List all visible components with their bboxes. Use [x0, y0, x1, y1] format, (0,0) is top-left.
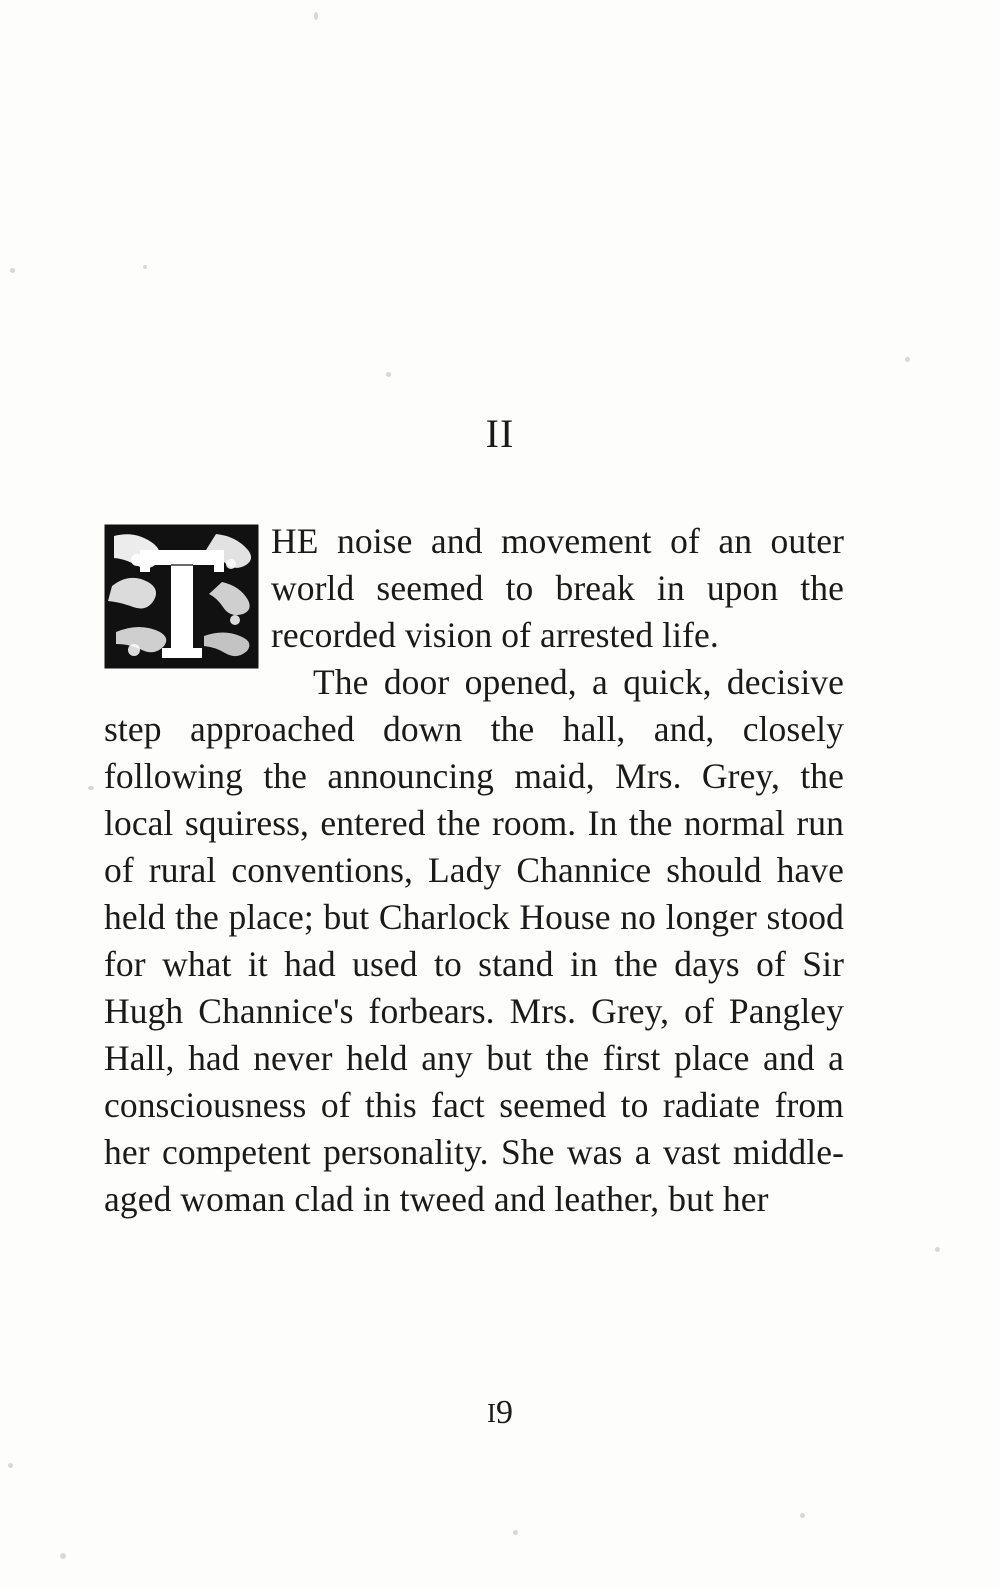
paragraph-opening	[104, 518, 844, 659]
scan-speck	[314, 12, 318, 20]
body-text	[104, 518, 844, 1223]
paragraph-second: The door opened, a quick, decisive step approached down the hall, and, closely following the announcing maid, Mrs. Grey, the local squiress, entered the room. In the normal run of rural conventions, Lady Channice should have held the place; but Charlock House no longer stood for what it had used to stand in the days of Sir Hugh Channice's forbears. Mrs. Grey, of Pangley Hall, had never held any but the first place and a consciousness of this fact seemed to radiate from her competent personality. She was a vast middle-aged woman clad in tweed and leather, but her	[104, 662, 844, 1219]
chapter-number: II	[485, 411, 515, 456]
decorated-initial-T-icon	[104, 524, 259, 669]
scan-speck	[386, 372, 391, 377]
scan-speck	[143, 265, 147, 269]
scan-speck	[513, 1530, 518, 1535]
page-number-first-digit: I	[487, 1398, 496, 1428]
page-number	[0, 1394, 1000, 1432]
paragraph-opening-text: HE noise and movement of an outer world seemed to break in upon the recorded vision of arrested life.	[271, 521, 844, 655]
scan-speck	[8, 1463, 13, 1468]
scan-speck	[935, 1247, 940, 1252]
scan-speck	[60, 1553, 66, 1559]
scan-speck	[10, 268, 15, 273]
page-number-rest: 9	[496, 1394, 513, 1431]
scan-speck	[800, 1513, 805, 1518]
scan-speck	[905, 357, 910, 362]
scan-speck	[88, 786, 94, 790]
